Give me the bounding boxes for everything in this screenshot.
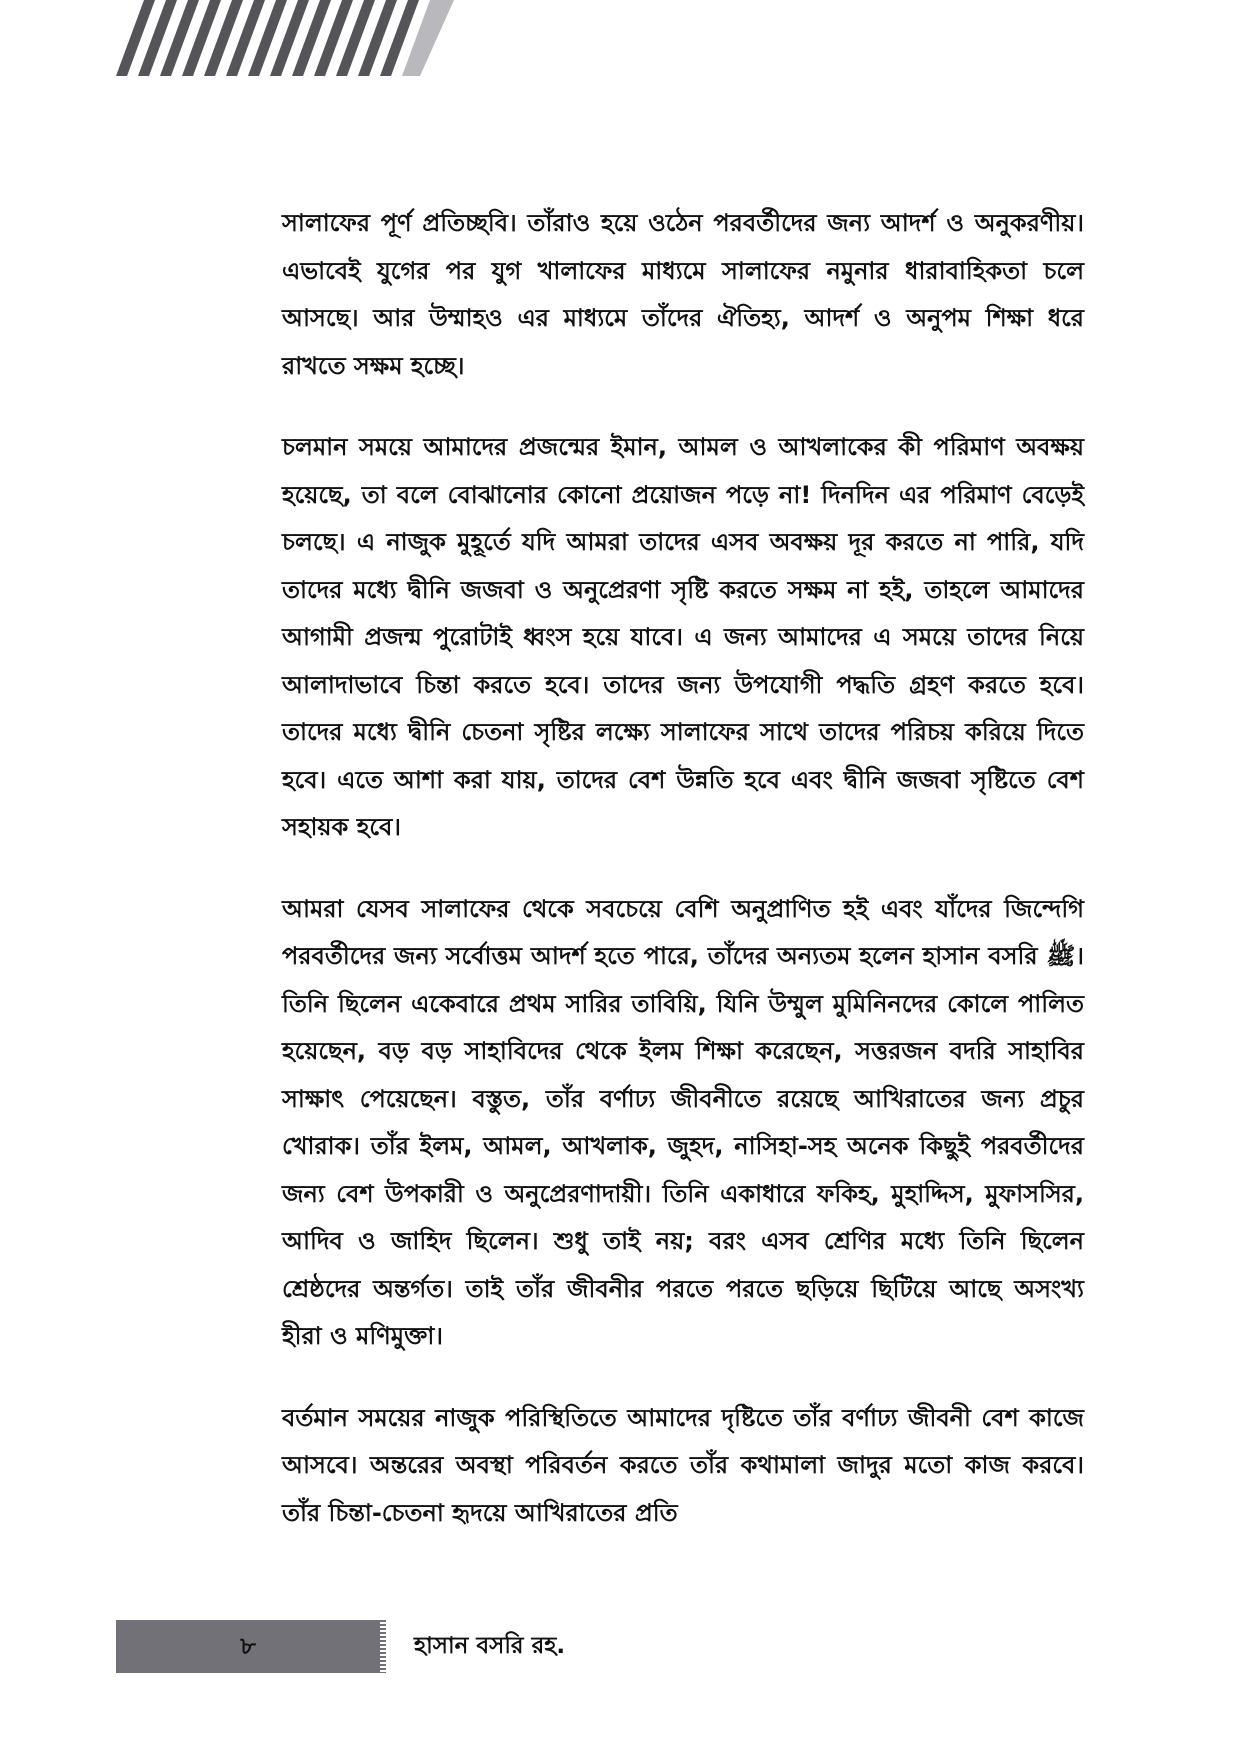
header-stripe-decoration [0, 0, 1240, 90]
stripe-group [116, 0, 454, 76]
page-number: ৮ [240, 1632, 256, 1660]
page-body [282, 200, 1084, 1571]
paragraph-2: চলমান সময়ে আমাদের প্রজন্মের ইমান, আমল ও আখলাকের কী পরিমাণ অবক্ষয় হয়েছে, তা বলে বোঝানোর কোনো প্রয়োজন পড়ে না! দিনদিন এর পরিমাণ বেড়েই চলছে। এ নাজুক মুহূর্তে যদি আমরা তাদের এসব অবক্ষয় দূর করতে না পারি, যদি তাদের মধ্যে দ্বীনি জজবা ও অনুপ্রেরণা সৃষ্টি করতে সক্ষম না হই, তাহলে আমাদের আগামী প্রজন্ম পুরোটাই ধ্বংস হয়ে যাবে। এ জন্য আমাদের এ সময়ে তাদের নিয়ে আলাদাভাবে চিন্তা করতে হবে। তাদের জন্য উপযোগী পদ্ধতি গ্রহণ করতে হবে। তাদের মধ্যে দ্বীনি চেতনা সৃষ্টির লক্ষ্যে সালাফের সাথে তাদের পরিচয় করিয়ে দিতে হবে। এতে আশা করা যায়, তাদের বেশ উন্নতি হবে এবং দ্বীনি জজবা সৃষ্টিতে বেশ সহায়ক হবে। [282, 433, 1084, 841]
footer-bar-edge [380, 1620, 386, 1673]
paragraph-4: বর্তমান সময়ের নাজুক পরিস্থিতিতে আমাদের দৃষ্টিতে তাঁর বর্ণাঢ্য জীবনী বেশ কাজে আসবে। অন্তরের অবস্থা পরিবর্তন করতে তাঁর কথামালা জাদুর মতো কাজ করবে। তাঁর চিন্তা-চেতনা হৃদয়ে আখিরাতের প্রতি [282, 1403, 1084, 1527]
running-title: হাসান বসরি রহ. [414, 1633, 566, 1659]
paragraph-1: সালাফের পূর্ণ প্রতিচ্ছবি। তাঁরাও হয়ে ওঠেন পরবর্তীদের জন্য আদর্শ ও অনুকরণীয়। এভাবেই যুগের পর যুগ খালাফের মাধ্যমে সালাফের নমুনার ধারাবাহিকতা চলে আসছে। আর উম্মাহও এর মাধ্যমে তাঁদের ঐতিহ্য, আদর্শ ও অনুপম শিক্ষা ধরে রাখতে সক্ষম হচ্ছে। [282, 209, 1084, 380]
paragraph-3: আমরা যেসব সালাফের থেকে সবচেয়ে বেশি অনুপ্রাণিত হই এবং যাঁদের জিন্দেগি পরবর্তীদের জন্য সর্বোত্তম আদর্শ হতে পারে, তাঁদের অন্যতম হলেন হাসান বসরি ﷺ। তিনি ছিলেন একেবারে প্রথম সারির তাবিয়ি, যিনি উম্মুল মুমিনিনদের কোলে পালিত হয়েছেন, বড় বড় সাহাবিদের থেকে ইলম শিক্ষা করেছেন, সত্তরজন বদরি সাহাবির সাক্ষাৎ পেয়েছেন। বস্তুত, তাঁর বর্ণাঢ্য জীবনীতে রয়েছে আখিরাতের জন্য প্রচুর খোরাক। তাঁর ইলম, আমল, আখলাক, জুহদ, নাসিহা-সহ অনেক কিছুই পরবর্তীদের জন্য বেশ উপকারী ও অনুপ্রেরণাদায়ী। তিনি একাধারে ফকিহ, মুহাদ্দিস, মুফাসসির, আদিব ও জাহিদ ছিলেন। শুধু তাই নয়; বরং এসব শ্রেণির মধ্যে তিনি ছিলেন শ্রেষ্ঠদের অন্তর্গত। তাই তাঁর জীবনীর পরতে পরতে ছড়িয়ে ছিটিয়ে আছে অসংখ্য হীরা ও মণিমুক্তা। [282, 894, 1084, 1350]
